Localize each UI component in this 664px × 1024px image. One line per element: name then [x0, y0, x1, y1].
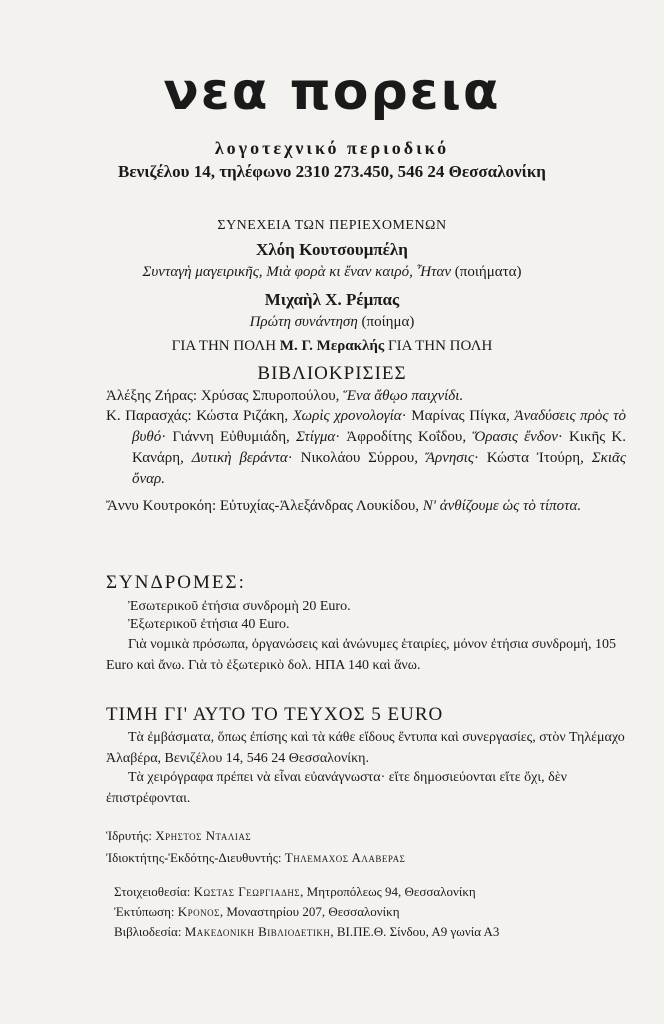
review-title: Ν' ἀνθίζουμε ὡς τὸ τίποτα.: [422, 498, 582, 514]
author-name: Μιχαὴλ Χ. Ρέμπας: [264, 290, 400, 309]
review-title: Ἕνα ἄθῳο παιχνίδι.: [343, 388, 464, 404]
credit-address: , ΒΙ.ΠΕ.Θ. Σίνδου, Α9 γωνία Α3: [330, 924, 500, 939]
works-line: [0, 264, 664, 281]
subtitle: λογοτεχνικό περιοδικό: [214, 138, 450, 158]
works-line: [0, 314, 664, 331]
publisher-address: Βενιζέλου 14, τηλέφωνο 2310 273.450, 546 24 Θεσσαλονίκη: [118, 162, 546, 181]
credit-label: Ἱδρυτής:: [106, 828, 156, 843]
typesetting-credit: [114, 884, 476, 900]
credit-label: Ἰδιοκτήτης-Ἐκδότης-Διευθυντής:: [106, 850, 285, 865]
credit-name: Κωστας Γεωργιαδης: [193, 884, 301, 899]
column-label: ΓΙΑ ΤΗΝ ΠΟΛΗ: [171, 338, 280, 354]
credit-label: Ἐκτύπωση:: [114, 904, 178, 919]
credit-name: Κρονος: [177, 904, 220, 919]
credit-name: Τηλεμαχος Αλαβερας: [284, 850, 406, 865]
masthead-title: νεα πορεια: [163, 62, 501, 122]
review-title: Χωρὶς χρονολογία: [292, 408, 402, 424]
subscriptions-heading: ΣΥΝΔΡΟΜΕΣ:: [106, 572, 246, 593]
review-title: Ὅρασις ἔνδον: [472, 429, 558, 445]
column-label: ΓΙΑ ΤΗΝ ΠΟΛΗ: [384, 338, 493, 354]
review-text: Κ. Παρασχάς: Κώστα Ριζάκη,: [106, 408, 293, 424]
printing-credit: [114, 904, 400, 920]
review-text: Ἀλέξης Ζήρας: Χρύσας Σπυροπούλου,: [106, 388, 344, 404]
binding-credit: [114, 924, 499, 940]
review-title: Στίγμα: [295, 429, 336, 445]
review-text: Ἄννυ Κουτροκόη: Εὐτυχίας-Ἀλεξάνδρας Λουκίδου,: [106, 498, 423, 514]
review-text: · Κικῆς Κ. Κανάρη,: [132, 429, 626, 466]
review-entry: [106, 406, 626, 490]
works-titles: Συνταγὴ μαγειρικῆς, Μιὰ φορὰ κι ἕναν καιρό, Ἦταν: [142, 264, 451, 280]
institution-subscription: Γιὰ νομικὰ πρόσωπα, ὀργανώσεις καὶ ἀνώνυμες ἑταιρίες, μόνον ἐτήσια συνδρομή, 105 Euro καὶ ἄνω. Γιὰ τὸ ἐξωτερικὸ δολ. ΗΠΑ 140 καὶ ἄνω.: [106, 637, 616, 673]
credit-label: Στοιχειοθεσία:: [114, 884, 194, 899]
credit-name: Χρηστος Νταλιας: [155, 828, 252, 843]
price-heading: ΤΙΜΗ ΓΙ' ΑΥΤΟ ΤΟ ΤΕΥΧΟΣ 5 EURO: [106, 704, 444, 725]
review-entry: [106, 496, 626, 517]
review-title: Ἀναδύσεις πρὸς τὸ βυθό: [132, 408, 626, 445]
review-text: · Ἀφροδίτης Κοΐδου,: [335, 429, 473, 445]
review-title: Σκιᾶς ὄναρ.: [132, 450, 626, 487]
author-name: Χλόη Κουτσουμπέλη: [256, 240, 408, 259]
column-author: Μ. Γ. Μερακλής: [279, 338, 385, 354]
foreign-subscription: Ἐξωτερικοῦ ἐτήσια 40 Euro.: [128, 617, 290, 632]
works-titles: Πρώτη συνάντηση: [249, 314, 358, 330]
credit-label: Βιβλιοδεσία:: [114, 924, 185, 939]
credit-address: , Μοναστηρίου 207, Θεσσαλονίκη: [219, 904, 400, 919]
review-text: · Νικολάου Σύρρου,: [287, 450, 426, 466]
founder-credit: [106, 828, 251, 844]
credit-name: Μακεδονικη Βιβλιοδετικη: [184, 924, 331, 939]
remittance-notice: Τὰ ἐμβάσματα, ὅπως ἐπίσης καὶ τὰ κάθε εἴδους ἔντυπα καὶ συνεργασίες, στὸν Τηλέμαχο Ἀλαβέρα, Βενιζέλου 14, 546 24 Θεσσαλονίκη.: [106, 730, 625, 766]
manuscript-notice: Τὰ χειρόγραφα πρέπει νὰ εἶναι εὐανάγνωστα· εἴτε δημοσιεύονται εἴτε ὄχι, δὲν ἐπιστρέφονται.: [106, 770, 567, 806]
review-title: Δυτικὴ βεράντα: [191, 450, 288, 466]
review-text: · Κώστα Ἰτούρη,: [473, 450, 592, 466]
works-genre: (ποίημα): [357, 314, 415, 330]
owner-credit: [106, 850, 405, 866]
contents-title: ΣΥΝΕΧΕΙΑ ΤΩΝ ΠΕΡΙΕΧΟΜΕΝΩΝ: [217, 218, 447, 233]
reviews-heading: ΒΙΒΛΙΟΚΡΙΣΙΕΣ: [257, 363, 407, 384]
credit-address: , Μητροπόλεως 94, Θεσσαλονίκη: [300, 884, 476, 899]
review-title: Ἄρνησις: [425, 450, 474, 466]
city-column-line: [0, 338, 664, 355]
review-text: · Μαρίνας Πίγκα,: [401, 408, 515, 424]
works-genre: (ποιήματα): [451, 264, 522, 280]
domestic-subscription: Ἐσωτερικοῦ ἐτήσια συνδρομὴ 20 Euro.: [128, 599, 351, 614]
review-entry: [106, 386, 626, 407]
review-text: · Γιάννη Εὐθυμιάδη,: [161, 429, 296, 445]
